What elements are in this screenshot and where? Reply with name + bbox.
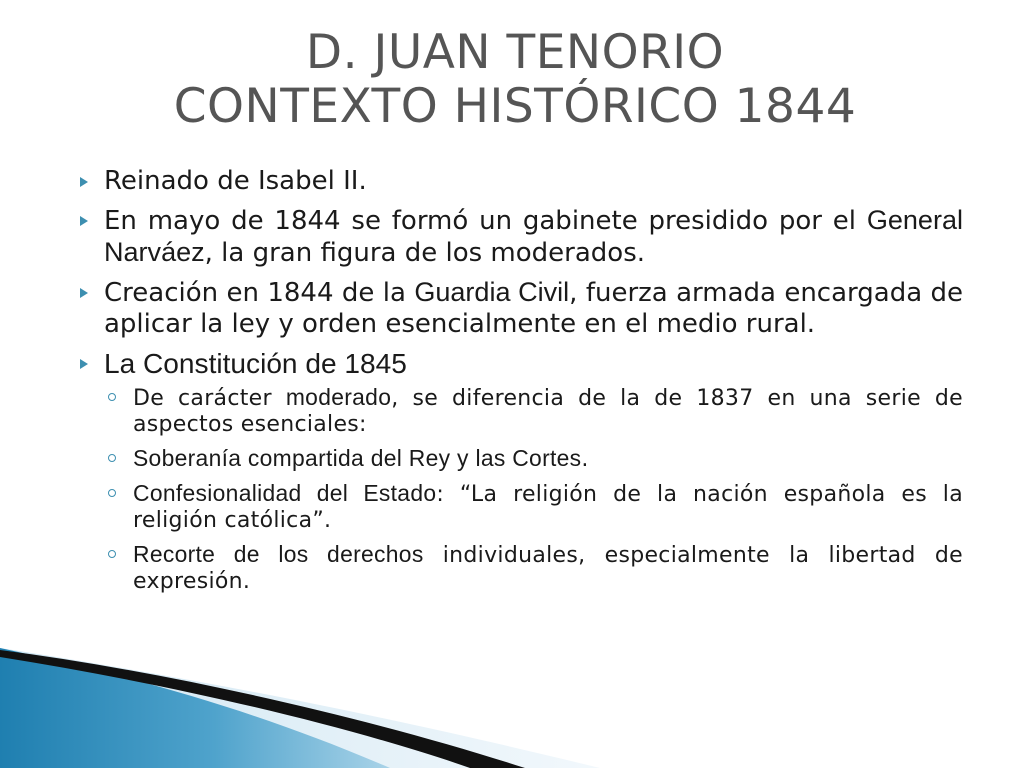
bullet-text: , fuerza armada encargada de aplicar la ley y orden esencialmente en el medio rural.: [104, 278, 964, 339]
sub-bullet-text: .: [581, 447, 589, 472]
bullet-text: En mayo de 1844 se formó un gabinete presidido por el: [104, 206, 867, 236]
bullet-text: Creación en 1844 de la: [104, 278, 415, 308]
sub-bullet-highlight: Recorte de los derechos: [133, 541, 424, 567]
bullet-text: Reinado de Isabel II.: [104, 166, 367, 196]
sub-bullet-highlight: moderado: [285, 384, 392, 410]
sub-bullet-text: : “La religión de la nación española es la religión católica”.: [133, 482, 963, 533]
bullet-heading: La Constitución de 1845: [104, 348, 407, 379]
sub-bullet-highlight: Confesionalidad del Estado: [133, 480, 437, 506]
bullet-highlight: Guardia Civil: [414, 277, 570, 307]
title-line-2: CONTEXTO HISTÓRICO 1844: [173, 78, 857, 134]
bullet-text: , la gran figura de los moderados.: [204, 238, 646, 268]
bullet-highlight: General Narváez: [104, 205, 963, 267]
title-line-1: D. JUAN TENORIO: [305, 25, 725, 80]
sub-bullet-highlight: Soberanía compartida del Rey y las Cortes: [133, 445, 582, 471]
sub-bullet-text: , se diferencia de la de 1837 en una serie de aspectos esenciales:: [133, 386, 963, 437]
sub-bullet-text: De carácter: [133, 386, 286, 411]
sub-bullet-text: individuales, especialmente la libertad de expresión.: [133, 543, 963, 594]
